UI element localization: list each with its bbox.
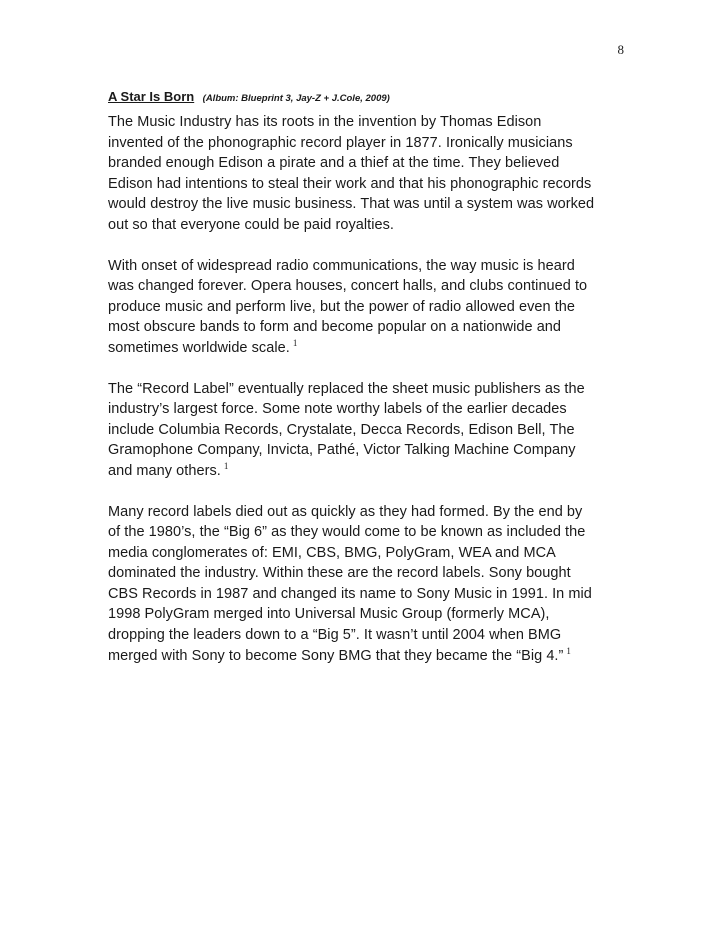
text-line (108, 276, 628, 297)
footnote-marker: 1 (292, 337, 298, 348)
line-text: Gramophone Company, Invicta, Pathé, Victor Talking Machine Company (108, 442, 576, 459)
text-line (108, 399, 628, 420)
text-line (108, 461, 628, 482)
text-line (108, 379, 628, 400)
line-text: Many record labels died out as quickly as they had formed. By the end by (108, 503, 583, 520)
text-line (108, 153, 628, 174)
text-line (108, 317, 628, 338)
text-line (108, 646, 628, 667)
text-line (108, 625, 628, 646)
text-line (108, 502, 628, 523)
line-text: dominated the industry. Within these are the record labels. Sony bought (108, 565, 571, 582)
line-text: out so that everyone could be paid royalties. (108, 216, 394, 233)
line-text: include Columbia Records, Crystalate, Decca Records, Edison Bell, The (108, 421, 575, 438)
section-subtitle: (Album: Blueprint 3, Jay-Z + J.Cole, 2009) (202, 93, 390, 104)
text-line (108, 604, 628, 625)
line-text: branded enough Edison a pirate and a thief at the time. They believed (108, 155, 560, 172)
section-title: A Star Is Born (108, 89, 195, 104)
footnote-marker: 1 (566, 645, 571, 656)
line-text: CBS Records in 1987 and changed its name to Sony Music in 1991. In mid (108, 585, 592, 602)
line-text: 1998 PolyGram merged into Universal Music Group (formerly MCA), (108, 606, 550, 623)
line-text: With onset of widespread radio communications, the way music is heard (108, 257, 575, 274)
paragraph (108, 379, 628, 482)
paragraph (108, 256, 628, 359)
line-text: merged with Sony to become Sony BMG that they became the “Big 4.” (108, 647, 564, 664)
text-line (108, 133, 628, 154)
line-text: The “Record Label” eventually replaced the sheet music publishers as the (108, 380, 585, 397)
text-line (108, 440, 628, 461)
footnote-marker: 1 (223, 460, 229, 471)
text-line (108, 543, 628, 564)
text-line (108, 420, 628, 441)
text-line (108, 297, 628, 318)
line-text: media conglomerates of: EMI, CBS, BMG, PolyGram, WEA and MCA (108, 544, 556, 561)
line-text: was changed forever. Opera houses, concert halls, and clubs continued to (108, 278, 588, 295)
text-line (108, 256, 628, 277)
line-text: produce music and perform live, but the power of radio allowed even the (108, 298, 576, 315)
text-line (108, 112, 628, 133)
text-line (108, 174, 628, 195)
paragraph (108, 112, 628, 236)
line-text: industry’s largest force. Some note worthy labels of the earlier decades (108, 401, 567, 418)
paragraph (108, 502, 628, 667)
line-text: of the 1980’s, the “Big 6” as they would come to be known as included the (108, 524, 586, 541)
line-text: and many others. (108, 462, 221, 479)
line-text: dropping the leaders down to a “Big 5”. It wasn’t until 2004 when BMG (108, 627, 562, 644)
line-text: The Music Industry has its roots in the invention by Thomas Edison (108, 114, 542, 130)
section-heading (108, 88, 628, 106)
text-line (108, 194, 628, 215)
text-line (108, 584, 628, 605)
text-line (108, 338, 628, 359)
paragraph-list (108, 112, 628, 666)
line-text: most obscure bands to form and become popular on a nationwide and (108, 319, 562, 336)
text-line (108, 522, 628, 543)
text-line (108, 563, 628, 584)
line-text: Edison had intentions to steal their work and that his phonographic records (108, 175, 592, 192)
line-text: sometimes worldwide scale. (108, 339, 290, 356)
line-text: invented of the phonographic record player in 1877. Ironically musicians (108, 134, 573, 151)
document-body (108, 88, 628, 686)
text-line (108, 215, 628, 236)
page-number: 8 (617, 42, 624, 57)
line-text: would destroy the live music business. That was until a system was worked (108, 196, 595, 213)
